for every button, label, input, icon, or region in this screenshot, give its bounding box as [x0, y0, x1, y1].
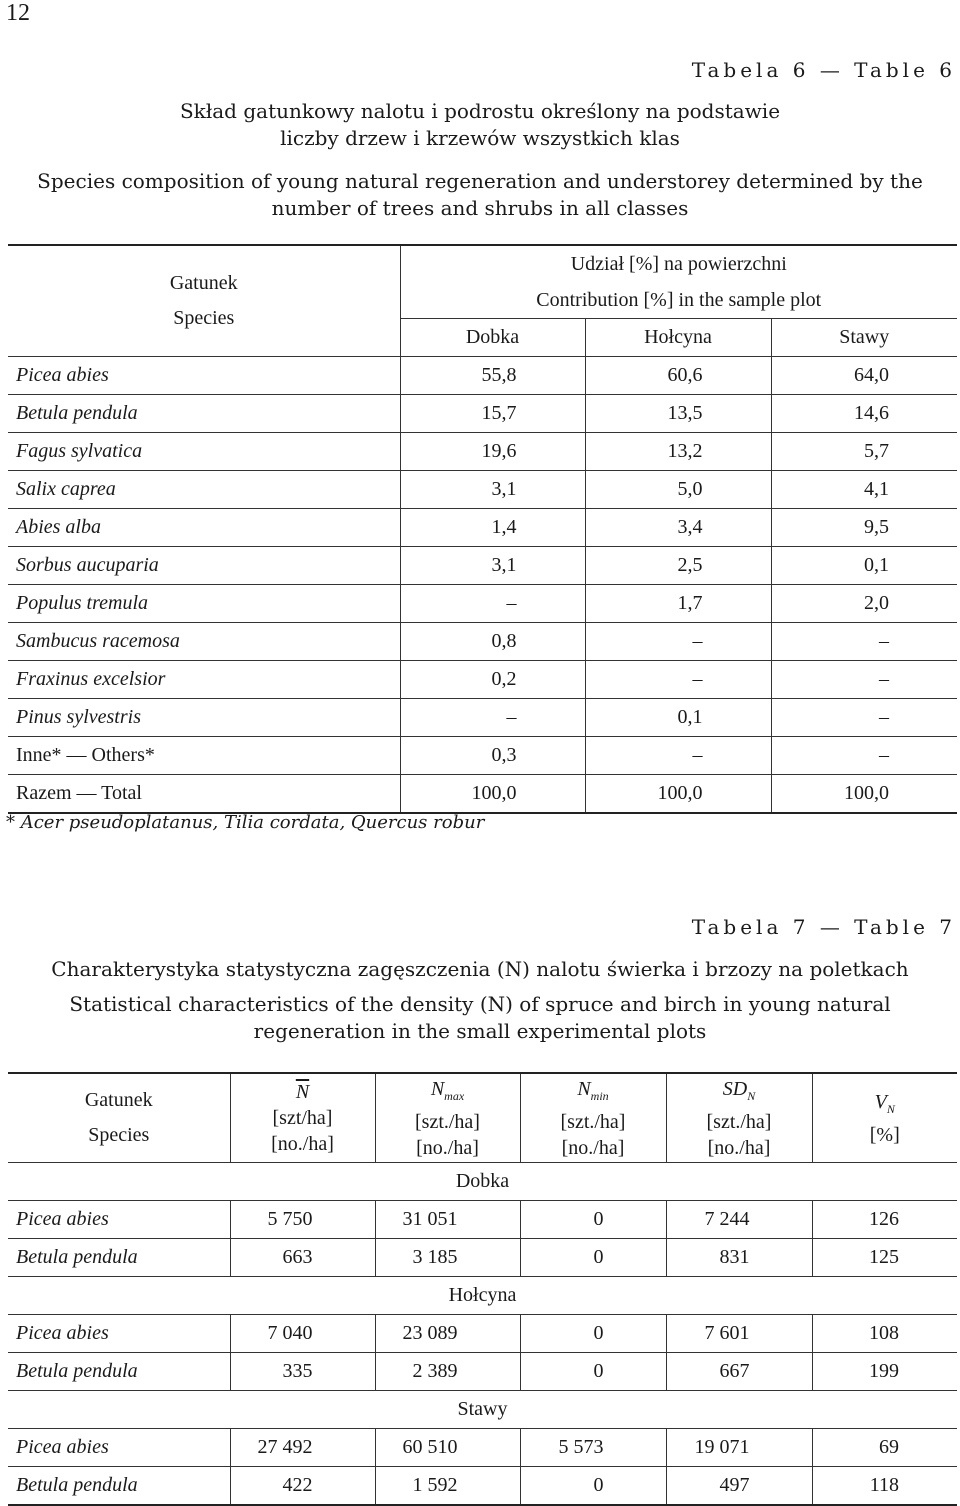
species-cell: Fagus sylvatica	[8, 433, 400, 471]
species-cell: Picea abies	[8, 1201, 230, 1239]
table-row	[8, 737, 957, 775]
table-row	[8, 623, 957, 661]
value-cell: –	[771, 737, 957, 775]
species-cell: Pinus sylvestris	[8, 699, 400, 737]
table6-caption-en: Species composition of young natural regeneration and understorey determined by the number of trees and shrubs in all classes	[37, 169, 923, 220]
stat-unit: [no./ha]	[707, 1136, 771, 1159]
table-row	[8, 1429, 957, 1467]
value-cell: 667	[666, 1353, 812, 1391]
table-row	[8, 1353, 957, 1391]
table-row	[8, 585, 957, 623]
group-name: Stawy	[8, 1391, 957, 1429]
stat-symbol	[521, 1076, 666, 1109]
value-cell: 0	[520, 1315, 666, 1353]
value-cell: 13,5	[585, 395, 771, 433]
value-cell: 5 573	[520, 1429, 666, 1467]
species-cell: Razem — Total	[8, 775, 400, 814]
species-cell: Picea abies	[8, 1315, 230, 1353]
value-cell: 7 244	[666, 1201, 812, 1239]
species-header-pl: Gatunek	[169, 272, 238, 294]
value-cell: 55,8	[400, 357, 585, 395]
stat-header	[666, 1073, 812, 1163]
value-cell: 118	[812, 1467, 957, 1506]
table6-footnote: * Acer pseudoplatanus, Tilia cordata, Quercus robur	[6, 812, 485, 833]
species-cell: Picea abies	[8, 1429, 230, 1467]
stat-header	[520, 1073, 666, 1163]
stat-symbol-text: V	[874, 1090, 887, 1113]
table6	[8, 244, 957, 814]
value-cell: 5,7	[771, 433, 957, 471]
species-cell: Betula pendula	[8, 395, 400, 433]
table7-species-header	[8, 1073, 230, 1163]
value-cell: 0	[520, 1239, 666, 1277]
value-cell: 831	[666, 1239, 812, 1277]
group-row	[8, 1391, 957, 1429]
table7	[8, 1072, 957, 1506]
group-row	[8, 1163, 957, 1201]
table7-label: Tabela 7 — Table 7	[691, 915, 956, 939]
value-cell: 422	[230, 1467, 375, 1506]
stat-header	[812, 1073, 957, 1163]
value-cell: –	[585, 737, 771, 775]
table6-caption-pl: Skład gatunkowy nalotu i podrostu określony na podstawie liczby drzew i krzewów wszystkich klas	[179, 99, 781, 150]
value-cell: 3,4	[585, 509, 771, 547]
species-cell: Sorbus aucuparia	[8, 547, 400, 585]
value-cell: 23 089	[375, 1315, 520, 1353]
value-cell: 3 185	[375, 1239, 520, 1277]
table-row	[8, 699, 957, 737]
stat-symbol-text: SD	[722, 1077, 748, 1100]
value-cell: –	[585, 623, 771, 661]
value-cell: 0,3	[400, 737, 585, 775]
stat-symbol	[376, 1076, 520, 1109]
value-cell: 0,1	[771, 547, 957, 585]
stat-symbol	[231, 1079, 375, 1105]
value-cell: 199	[812, 1353, 957, 1391]
value-cell: 0,8	[400, 623, 585, 661]
value-cell: 0,2	[400, 661, 585, 699]
stat-unit: [szt./ha]	[706, 1110, 772, 1133]
value-cell: 27 492	[230, 1429, 375, 1467]
table-row	[8, 1201, 957, 1239]
stat-unit: [szt/ha]	[272, 1107, 333, 1129]
species-header-pl: Gatunek	[84, 1089, 153, 1111]
value-cell: 2,5	[585, 547, 771, 585]
species-cell: Picea abies	[8, 357, 400, 395]
stat-symbol-text: N	[577, 1077, 591, 1100]
value-cell: 335	[230, 1353, 375, 1391]
species-cell: Betula pendula	[8, 1239, 230, 1277]
plot-header-holcyna: Hołcyna	[585, 319, 771, 357]
value-cell: 100,0	[771, 775, 957, 814]
value-cell: 497	[666, 1467, 812, 1506]
value-cell: 0	[520, 1353, 666, 1391]
value-cell: 19 071	[666, 1429, 812, 1467]
table7-caption-pl: Charakterystyka statystyczna zagęszczenia (N) nalotu świerka i brzozy na poletkach	[51, 957, 909, 981]
value-cell: –	[771, 623, 957, 661]
value-cell: 0	[520, 1201, 666, 1239]
species-cell: Populus tremula	[8, 585, 400, 623]
value-cell: 108	[812, 1315, 957, 1353]
value-cell: 64,0	[771, 357, 957, 395]
value-cell: 15,7	[400, 395, 585, 433]
species-cell: Inne* — Others*	[8, 737, 400, 775]
group-row	[8, 1277, 957, 1315]
stat-unit: [no./ha]	[561, 1136, 625, 1159]
value-cell: –	[400, 585, 585, 623]
share-header-pl: Udział [%] na powierzchni	[400, 245, 957, 282]
species-cell: Fraxinus excelsior	[8, 661, 400, 699]
value-cell: 2 389	[375, 1353, 520, 1391]
table-row	[8, 433, 957, 471]
table-row	[8, 509, 957, 547]
species-cell: Abies alba	[8, 509, 400, 547]
value-cell: 13,2	[585, 433, 771, 471]
value-cell: 7 040	[230, 1315, 375, 1353]
value-cell: 1,4	[400, 509, 585, 547]
species-cell: Salix caprea	[8, 471, 400, 509]
species-cell: Betula pendula	[8, 1467, 230, 1506]
value-cell: –	[585, 661, 771, 699]
value-cell: 0,1	[585, 699, 771, 737]
value-cell: 100,0	[585, 775, 771, 814]
stat-symbol-text: N	[430, 1077, 445, 1100]
stat-header	[375, 1073, 520, 1163]
value-cell: 69	[812, 1429, 957, 1467]
plot-header-dobka: Dobka	[400, 319, 585, 357]
table-row	[8, 661, 957, 699]
table-row	[8, 1239, 957, 1277]
share-header-en: Contribution [%] in the sample plot	[400, 282, 957, 319]
value-cell: 4,1	[771, 471, 957, 509]
stat-unit: [szt./ha]	[560, 1110, 626, 1133]
stat-unit: [no./ha]	[271, 1133, 334, 1155]
table7-caption-en: Statistical characteristics of the density (N) of spruce and birch in young natural regeneration in the small experimental plots	[69, 992, 891, 1043]
stat-subscript: N	[886, 1101, 895, 1116]
table-row	[8, 471, 957, 509]
value-cell: 3,1	[400, 471, 585, 509]
value-cell: 5,0	[585, 471, 771, 509]
page-number: 12	[6, 0, 30, 26]
species-cell: Sambucus racemosa	[8, 623, 400, 661]
stat-subscript: min	[590, 1088, 609, 1103]
species-cell: Betula pendula	[8, 1353, 230, 1391]
value-cell: 31 051	[375, 1201, 520, 1239]
group-name: Dobka	[8, 1163, 957, 1201]
table-row	[8, 357, 957, 395]
table6-species-header	[8, 245, 400, 357]
value-cell: –	[771, 661, 957, 699]
value-cell: 9,5	[771, 509, 957, 547]
table-row	[8, 1315, 957, 1353]
species-header-en: Species	[88, 1124, 150, 1146]
value-cell: 1 592	[375, 1467, 520, 1506]
stat-unit: [szt./ha]	[415, 1110, 480, 1133]
value-cell: 14,6	[771, 395, 957, 433]
value-cell: 7 601	[666, 1315, 812, 1353]
plot-header-stawy: Stawy	[771, 319, 957, 357]
table-row	[8, 547, 957, 585]
stat-subscript: max	[444, 1088, 465, 1103]
value-cell: –	[400, 699, 585, 737]
stat-symbol	[667, 1076, 812, 1109]
value-cell: 60,6	[585, 357, 771, 395]
value-cell: 1,7	[585, 585, 771, 623]
value-cell: 3,1	[400, 547, 585, 585]
value-cell: 100,0	[400, 775, 585, 814]
stat-unit: [%]	[869, 1123, 900, 1146]
stat-subscript: N	[747, 1088, 756, 1103]
stat-header	[230, 1073, 375, 1163]
value-cell: –	[771, 699, 957, 737]
value-cell: 0	[520, 1467, 666, 1506]
table-row	[8, 1467, 957, 1506]
stat-unit: [no./ha]	[416, 1136, 479, 1159]
table6-label: Tabela 6 — Table 6	[691, 58, 956, 82]
stat-symbol-text: $\overline{N}$	[295, 1081, 310, 1103]
value-cell: 126	[812, 1201, 957, 1239]
group-name: Hołcyna	[8, 1277, 957, 1315]
value-cell: 663	[230, 1239, 375, 1277]
value-cell: 19,6	[400, 433, 585, 471]
value-cell: 60 510	[375, 1429, 520, 1467]
value-cell: 125	[812, 1239, 957, 1277]
species-header-en: Species	[173, 307, 235, 329]
stat-symbol	[813, 1089, 958, 1122]
value-cell: 5 750	[230, 1201, 375, 1239]
value-cell: 2,0	[771, 585, 957, 623]
table-row	[8, 775, 957, 814]
table-row	[8, 395, 957, 433]
